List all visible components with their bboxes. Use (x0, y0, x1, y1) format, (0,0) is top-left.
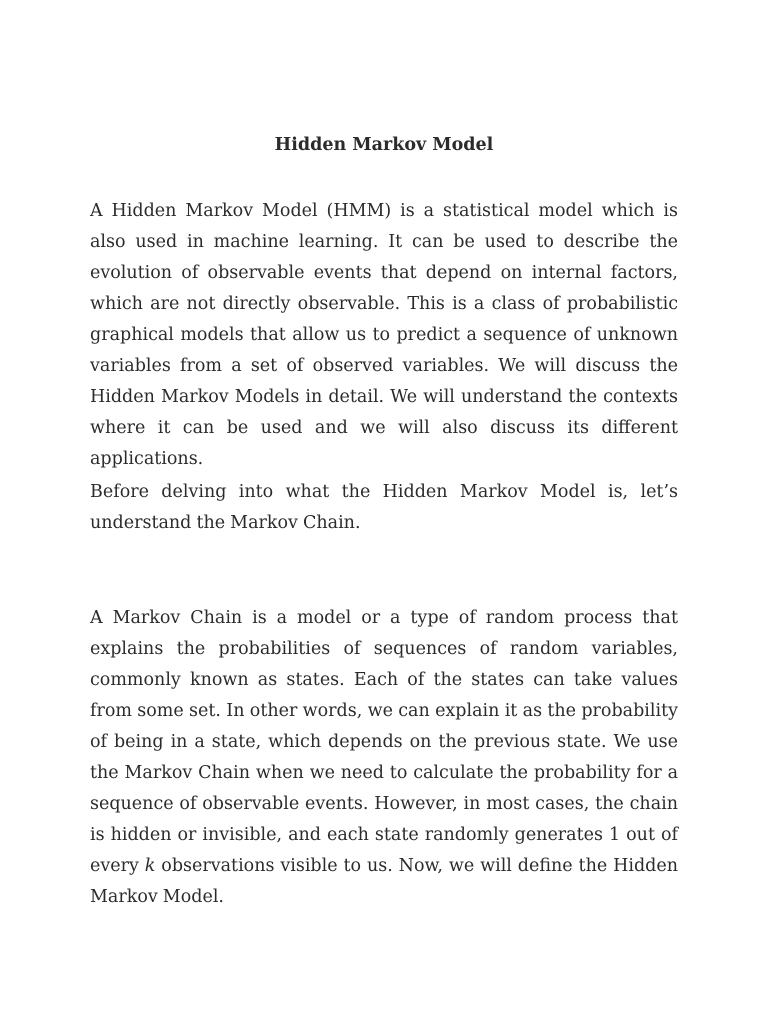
paragraph-before-delving: Before delving into what the Hidden Markov Model is, let’s understand the Markov Chain. (90, 482, 678, 533)
italic-k: k (144, 856, 156, 876)
paragraph-markov-chain (90, 603, 678, 913)
document-title: Hidden Markov Model (274, 135, 494, 155)
paragraph-markov-chain-text-b: observations visible to us. Now, we will define the Hidden Markov Model. (90, 856, 679, 907)
paragraph-hmm-intro: A Hidden Markov Model (HMM) is a statistical model which is also used in machine learning. It can be used to describe the evolution of observable events that depend on internal factors, which are not directly observable. This is a class of probabilistic graphical models that allow us to predict a sequence of unknown variables from a set of observed variables. We will discuss the Hidden Markov Models in detail. We will understand the contexts where it can be used and we will also discuss its different applications. (90, 201, 678, 469)
paragraph-markov-chain-text-a: A Markov Chain is a model or a type of random process that explains the probabilities of sequences of random variables, commonly known as states. Each of the states can take values from some set. In other words, we can explain it as the probability of being in a state, which depends on the previous state. We use the Markov Chain when we need to calculate the probability for a sequence of observable events. However, in most cases, the chain is hidden or invisible, and each state randomly generates 1 out of every (90, 608, 678, 876)
